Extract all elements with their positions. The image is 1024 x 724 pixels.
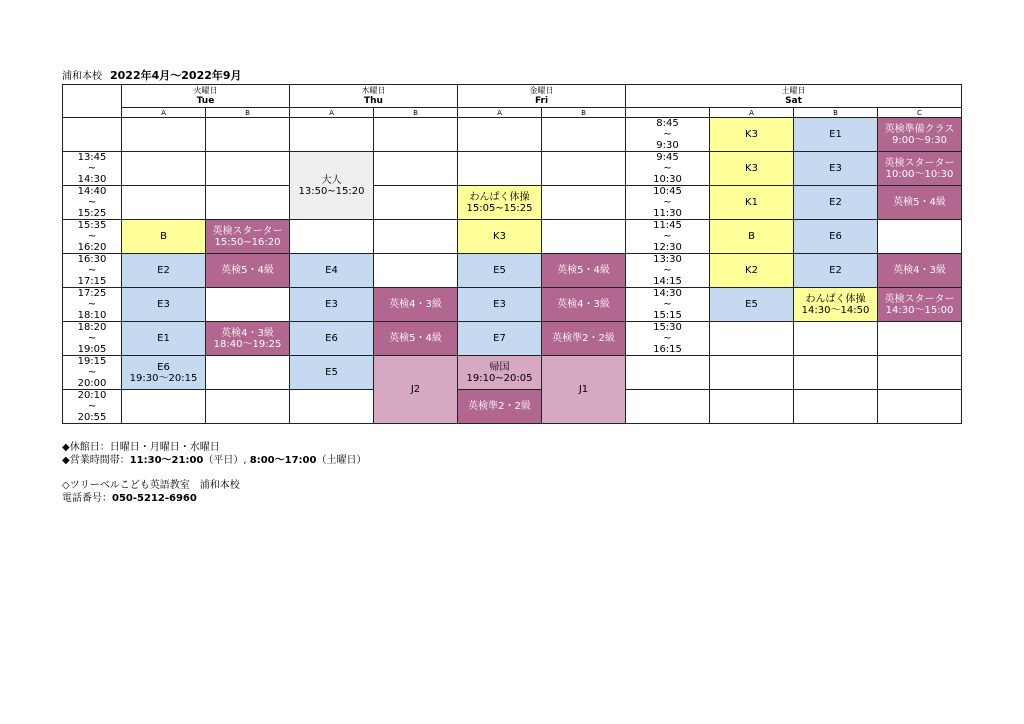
empty-cell (794, 356, 878, 390)
class-cell: 大人 13:50~15:20 (290, 152, 374, 220)
empty-cell (794, 390, 878, 424)
class-cell: K2 (710, 254, 794, 288)
class-cell: E6 (290, 322, 374, 356)
empty-cell (878, 220, 962, 254)
time-cell: 16:30 ~ 17:15 (63, 254, 122, 288)
notes (62, 441, 366, 505)
empty-cell (542, 186, 626, 220)
empty-cell (206, 356, 290, 390)
class-cell: 英検4・3級 (374, 288, 458, 322)
sat-time-cell: 14:30 ~ 15:15 (626, 288, 710, 322)
period: 2022年4月～2022年9月 (110, 69, 242, 82)
empty-cell (458, 152, 542, 186)
sub-c: C (878, 108, 962, 118)
day-header-fri: 金曜日 Fri (458, 85, 626, 108)
class-cell: 英検4・3級 (542, 288, 626, 322)
class-cell: E3 (458, 288, 542, 322)
empty-cell (542, 220, 626, 254)
empty-cell (710, 322, 794, 356)
day-header-thu: 木曜日 Thu (290, 85, 458, 108)
class-cell: 英検4・3級 18:40～19:25 (206, 322, 290, 356)
empty-cell (206, 288, 290, 322)
empty-cell (626, 356, 710, 390)
page-title (62, 67, 242, 83)
class-cell: E5 (458, 254, 542, 288)
empty-cell (542, 152, 626, 186)
sat-time-cell: 8:45 ~ 9:30 (626, 118, 710, 152)
school-info: ◇ツリーベルこども英語教室 浦和本校 (62, 480, 240, 491)
sat-time-cell: 11:45 ~ 12:30 (626, 220, 710, 254)
day-header-sat: 土曜日 Sat (626, 85, 962, 108)
class-cell: 英検スターター 10:00～10:30 (878, 152, 962, 186)
class-cell: E7 (458, 322, 542, 356)
time-cell: 13:45 ~ 14:30 (63, 152, 122, 186)
phone-number: 電話番号：050-5212-6960 (62, 493, 197, 504)
empty-cell (290, 118, 374, 152)
empty-cell (878, 322, 962, 356)
class-cell: E5 (290, 356, 374, 390)
empty-cell (206, 152, 290, 186)
class-cell: E1 (122, 322, 206, 356)
empty-cell (122, 152, 206, 186)
empty-cell (206, 118, 290, 152)
class-cell: E6 (794, 220, 878, 254)
empty-cell (122, 390, 206, 424)
class-cell: 英検準備クラス 9:00～9:30 (878, 118, 962, 152)
class-cell: E3 (794, 152, 878, 186)
empty-cell (626, 390, 710, 424)
sat-time-cell: 10:45 ~ 11:30 (626, 186, 710, 220)
class-cell: J2 (374, 356, 458, 424)
class-cell: 英検スターター 14:30～15:00 (878, 288, 962, 322)
empty-cell (458, 118, 542, 152)
sub-a: A (458, 108, 542, 118)
business-hours: ◆営業時間帯：11:30～21:00（平日）, 8:00～17:00（土曜日） (62, 455, 367, 466)
class-cell: 英検5・4級 (374, 322, 458, 356)
sub-b: B (206, 108, 290, 118)
sat-time-header (626, 108, 710, 118)
class-cell: わんぱく体操 15:05~15:25 (458, 186, 542, 220)
day-header-tue: 火曜日 Tue (122, 85, 290, 108)
class-cell: J1 (542, 356, 626, 424)
empty-cell (122, 118, 206, 152)
empty-cell (290, 220, 374, 254)
time-cell: 14:40 ~ 15:25 (63, 186, 122, 220)
class-cell: E3 (122, 288, 206, 322)
class-cell: 英検5・4級 (206, 254, 290, 288)
empty-cell (290, 390, 374, 424)
sub-b: B (374, 108, 458, 118)
empty-cell (374, 118, 458, 152)
class-cell: わんぱく体操 14:30～14:50 (794, 288, 878, 322)
class-cell: E2 (794, 186, 878, 220)
empty-cell (542, 118, 626, 152)
class-cell: 英検5・4級 (542, 254, 626, 288)
class-cell: K3 (710, 118, 794, 152)
time-cell: 18:20 ~ 19:05 (63, 322, 122, 356)
empty-cell (206, 390, 290, 424)
class-cell: E3 (290, 288, 374, 322)
class-cell: E2 (122, 254, 206, 288)
class-cell: E4 (290, 254, 374, 288)
class-cell: 帰国 19:10~20:05 (458, 356, 542, 390)
empty-cell (794, 322, 878, 356)
class-cell: 英検4・3級 (878, 254, 962, 288)
empty-cell (374, 186, 458, 220)
sat-time-cell: 13:30 ~ 14:15 (626, 254, 710, 288)
class-cell: K3 (458, 220, 542, 254)
sub-b: B (542, 108, 626, 118)
school-name: 浦和本校 (62, 71, 102, 82)
class-cell: B (122, 220, 206, 254)
time-cell (63, 118, 122, 152)
sat-time-cell: 15:30 ~ 16:15 (626, 322, 710, 356)
class-cell: K3 (710, 152, 794, 186)
class-cell: E5 (710, 288, 794, 322)
empty-cell (878, 390, 962, 424)
class-cell: 英検準2・2級 (458, 390, 542, 424)
sub-a: A (122, 108, 206, 118)
class-cell: K1 (710, 186, 794, 220)
empty-cell (374, 220, 458, 254)
class-cell: 英検準2・2級 (542, 322, 626, 356)
sub-a: A (290, 108, 374, 118)
sub-a: A (710, 108, 794, 118)
empty-cell (374, 152, 458, 186)
corner-cell (63, 85, 122, 118)
time-cell: 20:10 ~ 20:55 (63, 390, 122, 424)
class-cell: 英検5・4級 (878, 186, 962, 220)
class-cell: E1 (794, 118, 878, 152)
empty-cell (374, 254, 458, 288)
time-cell: 19:15 ~ 20:00 (63, 356, 122, 390)
empty-cell (206, 186, 290, 220)
empty-cell (122, 186, 206, 220)
timetable (62, 84, 962, 424)
sub-b: B (794, 108, 878, 118)
time-cell: 17:25 ~ 18:10 (63, 288, 122, 322)
sat-time-cell: 9:45 ~ 10:30 (626, 152, 710, 186)
empty-cell (710, 356, 794, 390)
empty-cell (710, 390, 794, 424)
time-cell: 15:35 ~ 16:20 (63, 220, 122, 254)
class-cell: E2 (794, 254, 878, 288)
class-cell: E6 19:30～20:15 (122, 356, 206, 390)
class-cell: 英検スターター 15:50~16:20 (206, 220, 290, 254)
closed-days: ◆休館日：日曜日・月曜日・水曜日 (62, 442, 220, 453)
empty-cell (878, 356, 962, 390)
class-cell: B (710, 220, 794, 254)
